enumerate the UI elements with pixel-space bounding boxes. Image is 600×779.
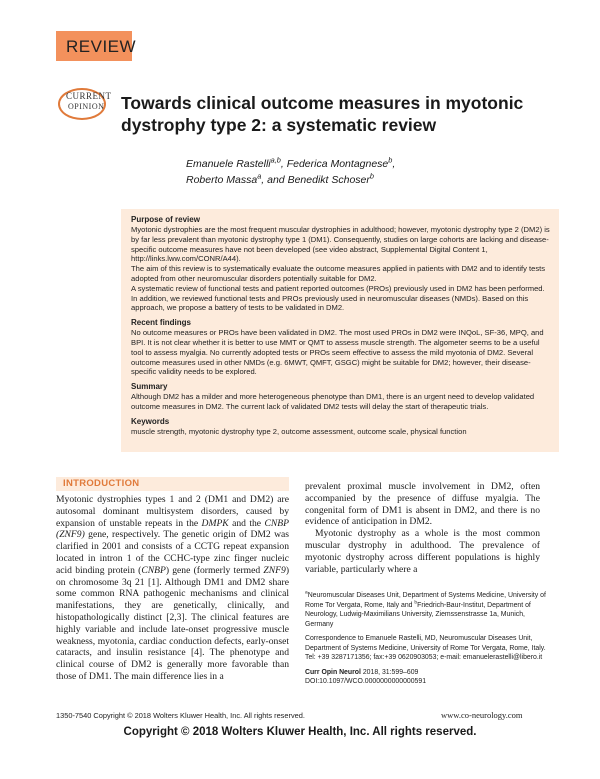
abstract-purpose-text: Myotonic dystrophies are the most frequent muscular dystrophies in adulthood; however, myotonic dystrophy type 2 (DM2) is by far less prevalent than myotonic dystrophy type 1 (DM1). Consequently, studies on large cohorts are lacking and disease-specific outcome measures have not been developed (see video abstract, Supplemental Digital Content 1, http://links.lww.com/CONR/A44). — [131, 225, 550, 264]
abstract-summary-heading: Summary — [131, 382, 168, 392]
abstract-keywords-heading: Keywords — [131, 416, 170, 426]
author-name: Emanuele Rastelli — [186, 158, 271, 170]
abstract-summary-text: Although DM2 has a milder and more heterogeneous phenotype than DM1, there is an urgent need to develop validated outcome measures in DM2. The current lack of validated DM2 tests will delay the start of therapeutic trials. — [131, 392, 535, 411]
abstract-purpose-heading: Purpose of review — [131, 215, 200, 224]
affiliation-sup: b — [414, 600, 418, 606]
footer-issn-copyright: 1350-7540 Copyright © 2018 Wolters Kluwer Health, Inc. All rights reserved. — [56, 711, 305, 720]
abstract-findings-heading: Recent findings — [131, 318, 192, 328]
author-name: Benedikt Schoser — [287, 174, 370, 186]
journal-volume: 2018, 31:599–609 — [360, 668, 419, 676]
text-run: ) on chromosome 3q 21 [1]. Although DM1 and DM2 share some common RNA pathogenic mechanisms and clinical manifestations, they are genetically, clinically, and histopathologically distinct [2,3]. The clinical features are highly variable and include late-onset progressive muscle weakness, myotonia, cardiac conduction defects, early-onset cataracts, and insulin resistance [4]. The phenotype and clinical course of DM2 is generally more favorable than those of DM1. The main difference lies in a — [56, 564, 290, 682]
author-affiliation-sup: b — [388, 155, 393, 165]
text-run: Myotonic dystrophies types 1 and 2 (DM1 and DM2) are autosomal dominant multisystem disorders, caused by expansion of unstable repeats in the — [56, 494, 289, 529]
footer-website-link[interactable]: www.co-neurology.com — [441, 710, 523, 720]
doi-text: DOI:10.1097/WCO.0000000000000591 — [305, 678, 427, 685]
intro-paragraph-2: Myotonic dystrophy as a whole is the most common muscular dystrophy in adulthood. The prevalence of myotonic dystrophy across different populations is highly variable, particularly where a — [305, 528, 540, 575]
author-list: Emanuele Rastelli$^{a,b}$, Federica Montagnese$^b$, Roberto Massa$^a$, and Benedikt Schoser$^b$ — [186, 155, 396, 186]
article-title: Towards clinical outcome measures in myotonic dystrophy type 2: a systematic review — [121, 93, 524, 135]
intro-paragraph — [56, 494, 289, 683]
journal-name: Curr Opin Neurol — [305, 668, 361, 676]
gene-name: CNBP (ZNF9) — [56, 517, 289, 541]
correspondence-text: Correspondence to Emanuele Rastelli, MD, Neuromuscular Diseases Unit, Department of Systems Medicine, University of Rome Tor Vergata, Rome, Italy. Tel: +39 3287171356; fax:+39 0620903053; e-mail: emanuelerastelli@libero.it — [305, 635, 546, 661]
introduction-heading-bar — [56, 477, 289, 491]
author-name: Federica Montagnese — [286, 158, 389, 170]
section-tag-label: REVIEW — [66, 37, 137, 56]
text-run: ) gene (formerly termed — [165, 564, 264, 576]
journal-reference — [305, 668, 549, 678]
intro-paragraph-continued: prevalent proximal muscle involvement in DM2, often accompanied by the presence of diffuse myalgia. The congenital form of DM1 is absent in DM2, and there is no evidence of anticipation in DM2. — [305, 481, 540, 528]
body-column-left — [56, 494, 289, 683]
affiliation-sup: a — [305, 590, 308, 596]
gene-name: DMPK — [201, 517, 229, 529]
text-run: Friedrich-Baur-Institut, Department of Neurology, Ludwig-Maximilians University, Ziemssenstrasse 1a, Munich, Germany — [305, 601, 531, 628]
introduction-heading: INTRODUCTION — [63, 478, 140, 489]
abstract-findings-text: No outcome measures or PROs have been validated in DM2. The most used PROs in DM2 were INQoL, SF-36, MPQ, and BPI. It is not clear whether it is better to use MMT or QMT to assess muscle strength. The algometer seems to be a useful tool to assess myalgia. No currently adopted tests or PROs seem effective to assess the mild myotonia of DM2. Several outcome measures used in other NMDs (e.g. 6MWT, QMFT, GSGC) might be suitable for DM2; however, their disease-specific validity needs to be explored. — [131, 328, 544, 377]
text-run: and the — [228, 517, 265, 529]
abstract-keywords-text: muscle strength, myotonic dystrophy type 2, outcome assessment, outcome scale, physical function — [131, 426, 467, 436]
abstract-purpose-text-3: A systematic review of functional tests and patient reported outcomes (PROs) previously used in DM2 has been performed. In addition, we reviewed functional tests and PROs previously used in neuromuscular diseases (NMDs). Based on this approach, we propose a battery of tests to be validated in DM2. — [131, 283, 545, 313]
author-name: Roberto Massa — [186, 174, 258, 186]
author-affiliation-sup: b — [369, 171, 374, 181]
current-opinion-logo — [58, 88, 112, 118]
author-conjunction: , and — [261, 174, 288, 186]
abstract-purpose-text-2: The aim of this review is to systematically evaluate the outcome measures applied in patients with DM2 and to identify tests adopted from other neuromuscular disorders potentially suitable for DM2. — [131, 264, 546, 283]
logo-text-opinion: OPINION — [68, 102, 105, 111]
affiliations-block — [305, 591, 549, 687]
gene-name: ZNF9 — [263, 564, 286, 576]
copyright-watermark: Copyright © 2018 Wolters Kluwer Health, Inc. All rights reserved. — [123, 726, 477, 738]
abstract-box — [121, 209, 559, 452]
logo-text-current: CURRENT — [66, 91, 112, 101]
body-column-right — [305, 481, 540, 575]
author-affiliation-sup: a,b — [270, 155, 281, 165]
author-affiliation-sup: a — [257, 171, 262, 181]
section-tag — [56, 31, 137, 61]
affiliation-text — [305, 591, 549, 629]
gene-name: CNBP — [141, 564, 166, 576]
text-run: Neuromuscular Diseases Unit, Department of Systems Medicine, University of Rome Tor Vergata, Rome, Italy and — [305, 592, 546, 609]
text-run: gene, respectively. The genetic origin of DM2 was clarified in 2001 and consists of a CCTG repeat expansion located in intron 1 of the CCHC-type zinc finger nucleic acid binding protein ( — [56, 529, 289, 576]
